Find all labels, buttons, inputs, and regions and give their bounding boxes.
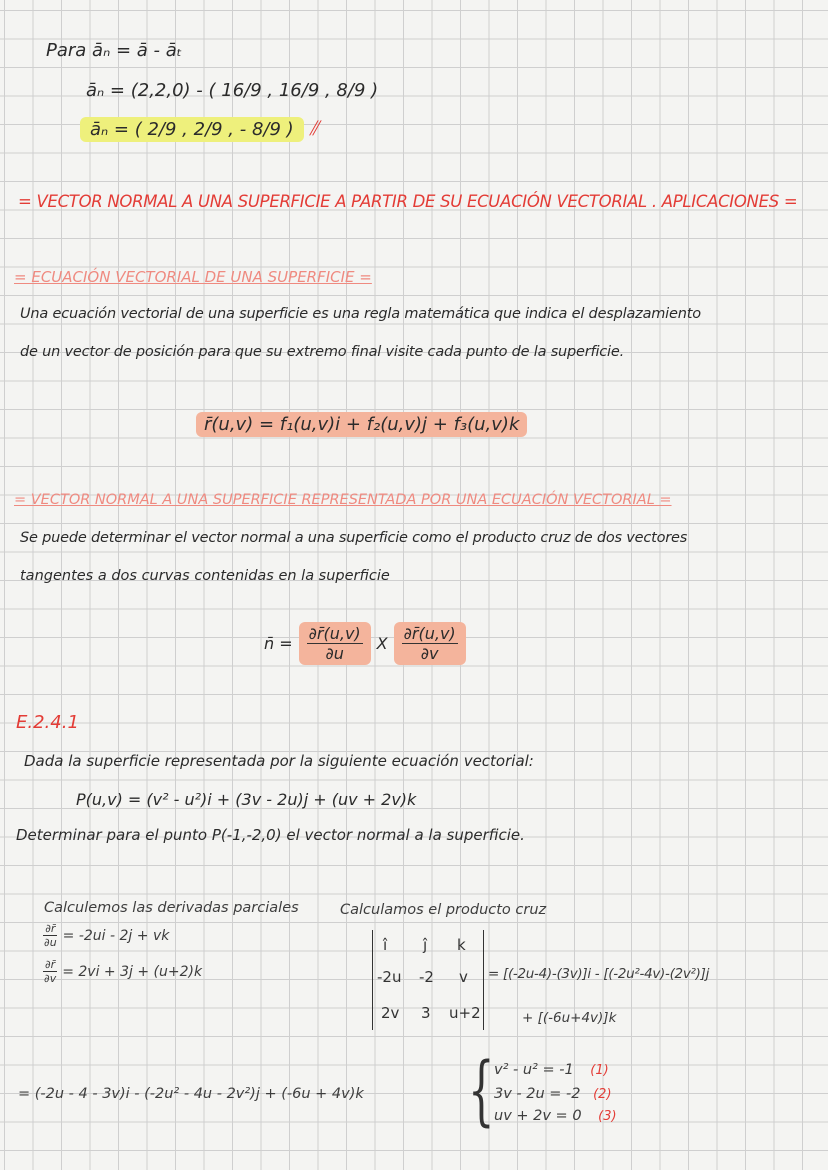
partial-dv-frac — [42, 958, 58, 985]
check-mark-icon: ⫽ — [309, 116, 319, 140]
cross-symbol: X — [376, 634, 388, 653]
normal-vector-formula — [264, 622, 470, 665]
det-r3-c1: 2v — [381, 1004, 400, 1022]
system-eq-2 — [494, 1086, 612, 1102]
top-line-3-result — [80, 116, 318, 140]
fraction-dv — [394, 622, 466, 665]
section-2-para-2: tangentes a dos curvas contenidas en la superficie — [20, 568, 390, 584]
det-r2-c3: v — [459, 968, 468, 986]
final-expression: = (-2u - 4 - 3v)i - (-2u² - 4u - 2v²)j + (-6u + 4v)k — [18, 1086, 364, 1102]
section-2-para-1: Se puede determinar el vector normal a una superficie como el producto cruz de dos vectores — [20, 530, 688, 546]
top-line-2: āₙ = (2,2,0) - ( 16/9 , 16/9 , 8/9 ) — [86, 80, 379, 101]
result-highlight: āₙ = ( 2/9 , 2/9 , - 8/9 ) — [80, 117, 304, 142]
exercise-line-1: Dada la superficie representada por la siguiente ecuación vectorial: — [24, 752, 534, 770]
partial-du — [42, 922, 169, 949]
system-eq-1-number: (1) — [590, 1063, 609, 1078]
det-r2-c1: -2u — [377, 968, 402, 986]
system-eq-1 — [494, 1062, 609, 1078]
fraction-dv-num: ∂r̄(u,v) — [403, 624, 456, 643]
system-brace: { — [468, 1045, 495, 1134]
det-r1-c3: k — [457, 936, 466, 954]
fraction-du-den: ∂u — [325, 644, 344, 663]
exercise-line-2: Determinar para el punto P(-1,-2,0) el vector normal a la superficie. — [16, 826, 525, 844]
system-eq-3-number: (3) — [598, 1109, 617, 1124]
formula-highlight: r̄(u,v) = f₁(u,v)i + f₂(u,v)j + f₃(u,v)k — [196, 412, 527, 437]
section-1-formula — [196, 414, 527, 435]
cross-result-1: = [(-2u-4)-(3v)]i - [(-2u²-4v)-(2v²)]j — [488, 966, 710, 982]
det-r3-c3: u+2 — [449, 1004, 481, 1022]
cross-result-2: + [(-6u+4v)]k — [522, 1010, 617, 1026]
partials-title: Calculemos las derivadas parciales — [44, 900, 299, 916]
det-r3-c2: 3 — [421, 1004, 431, 1022]
system-eq-2-text: 3v - 2u = -2 — [494, 1086, 581, 1102]
fraction-du — [299, 622, 371, 665]
section-1-para-2: de un vector de posición para que su extremo final visite cada punto de la superficie. — [20, 344, 624, 360]
partial-du-frac — [42, 922, 59, 949]
exercise-label: E.2.4.1 — [16, 712, 79, 733]
partial-dv-den: ∂v — [44, 972, 57, 985]
fraction-dv-den: ∂v — [420, 644, 439, 663]
system-eq-2-number: (2) — [593, 1087, 612, 1102]
exercise-equation: P(u,v) = (v² - u²)i + (3v - 2u)j + (uv + 2v)k — [76, 790, 417, 809]
partial-dv — [42, 958, 202, 985]
det-r1-c2: ĵ — [423, 936, 428, 954]
section-1-title: = ECUACIÓN VECTORIAL DE UNA SUPERFICIE = — [14, 268, 372, 286]
cross-title: Calculamos el producto cruz — [340, 902, 547, 918]
partial-dv-num: ∂r̄ — [44, 958, 56, 971]
partial-du-num: ∂r̄ — [45, 922, 56, 935]
fraction-du-num: ∂r̄(u,v) — [308, 624, 361, 643]
section-2-title: = VECTOR NORMAL A UNA SUPERFICIE REPRESENTADA POR UNA ECUACIÓN VECTORIAL = — [14, 492, 672, 508]
det-r1-c1: î — [383, 936, 388, 954]
partial-dv-rhs: = 2vi + 3j + (u+2)k — [62, 963, 203, 980]
main-heading: = VECTOR NORMAL A UNA SUPERFICIE A PARTIR DE SU ECUACIÓN VECTORIAL . APLICACIONES = — [18, 192, 798, 211]
system-eq-3-text: uv + 2v = 0 — [494, 1108, 582, 1124]
system-eq-3 — [494, 1108, 617, 1124]
partial-du-den: ∂u — [44, 936, 57, 949]
section-1-para-1: Una ecuación vectorial de una superficie es una regla matemática que indica el desplazamiento — [20, 306, 701, 322]
det-r2-c2: -2 — [419, 968, 434, 986]
partial-du-rhs: = -2ui - 2j + vk — [62, 927, 170, 944]
cross-determinant — [372, 930, 484, 1030]
system-eq-1-text: v² - u² = -1 — [494, 1062, 574, 1078]
formula-lhs: n̄ = — [264, 634, 293, 653]
top-line-1: Para āₙ = ā - āₜ — [46, 40, 183, 61]
